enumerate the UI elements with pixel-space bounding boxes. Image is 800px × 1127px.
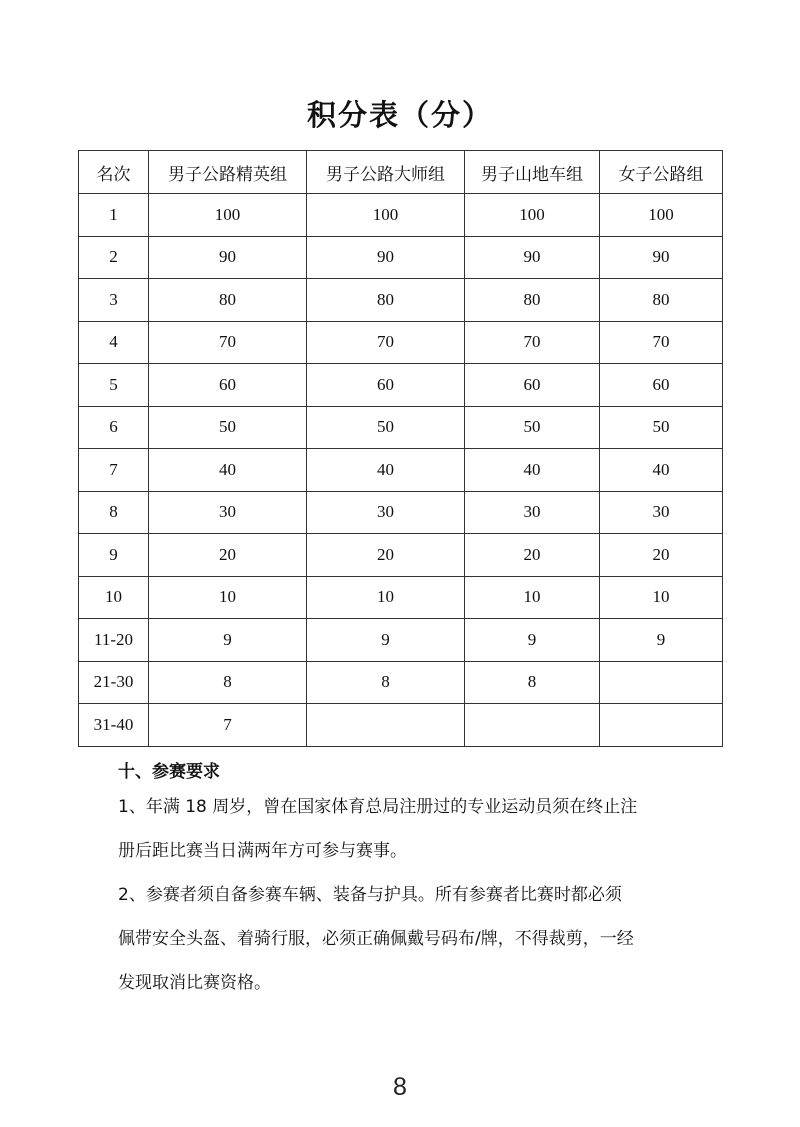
table-row <box>79 236 723 279</box>
score-cell: 60 <box>600 364 723 407</box>
score-cell: 60 <box>465 364 600 407</box>
score-cell: 20 <box>465 534 600 577</box>
score-cell: 90 <box>600 236 723 279</box>
score-cell <box>600 704 723 747</box>
paragraph-line: 2、参赛者须自备参赛车辆、装备与护具。所有参赛者比赛时都必须 <box>118 885 622 905</box>
rank-cell: 9 <box>79 534 149 577</box>
section-heading: 十、参赛要求 <box>118 762 220 782</box>
rank-cell: 10 <box>79 576 149 619</box>
table-header-row <box>79 151 723 194</box>
score-cell: 10 <box>600 576 723 619</box>
page-number: 8 <box>393 1073 407 1101</box>
score-cell: 60 <box>307 364 465 407</box>
rank-cell: 7 <box>79 449 149 492</box>
score-cell: 50 <box>465 406 600 449</box>
rank-cell: 5 <box>79 364 149 407</box>
score-cell: 40 <box>307 449 465 492</box>
rank-cell: 6 <box>79 406 149 449</box>
score-cell: 40 <box>149 449 307 492</box>
table-row <box>79 491 723 534</box>
rank-cell: 1 <box>79 194 149 237</box>
score-cell <box>307 704 465 747</box>
score-cell: 80 <box>465 279 600 322</box>
table-row <box>79 534 723 577</box>
table-row <box>79 576 723 619</box>
score-cell: 8 <box>465 661 600 704</box>
score-cell: 90 <box>307 236 465 279</box>
score-cell: 30 <box>149 491 307 534</box>
score-cell: 40 <box>465 449 600 492</box>
rank-cell: 31-40 <box>79 704 149 747</box>
score-cell: 50 <box>600 406 723 449</box>
score-cell: 30 <box>307 491 465 534</box>
table-row <box>79 406 723 449</box>
score-cell: 8 <box>307 661 465 704</box>
page-title: 积分表（分） <box>306 98 493 132</box>
table-row <box>79 704 723 747</box>
paragraph-2 <box>118 873 718 1005</box>
score-cell: 100 <box>465 194 600 237</box>
table-row <box>79 619 723 662</box>
score-cell: 70 <box>465 321 600 364</box>
rank-cell: 3 <box>79 279 149 322</box>
score-cell: 8 <box>149 661 307 704</box>
score-cell: 20 <box>307 534 465 577</box>
score-cell: 40 <box>600 449 723 492</box>
table-row <box>79 321 723 364</box>
score-cell: 60 <box>149 364 307 407</box>
score-cell: 10 <box>465 576 600 619</box>
score-cell: 7 <box>149 704 307 747</box>
score-cell: 80 <box>307 279 465 322</box>
score-cell: 90 <box>465 236 600 279</box>
score-cell: 20 <box>600 534 723 577</box>
score-cell: 80 <box>600 279 723 322</box>
rank-cell: 11-20 <box>79 619 149 662</box>
header-rank: 名次 <box>79 151 149 194</box>
paragraph-line: 册后距比赛当日满两年方可参与赛事。 <box>118 841 407 861</box>
score-cell: 20 <box>149 534 307 577</box>
score-cell <box>600 661 723 704</box>
table-row <box>79 449 723 492</box>
header-men-mtb: 男子山地车组 <box>465 151 600 194</box>
table-row <box>79 279 723 322</box>
header-men-road-master: 男子公路大师组 <box>307 151 465 194</box>
score-cell: 100 <box>307 194 465 237</box>
score-cell: 50 <box>307 406 465 449</box>
score-cell: 100 <box>149 194 307 237</box>
score-cell: 9 <box>465 619 600 662</box>
score-cell: 100 <box>600 194 723 237</box>
header-men-road-elite: 男子公路精英组 <box>149 151 307 194</box>
score-cell: 30 <box>600 491 723 534</box>
score-cell: 10 <box>149 576 307 619</box>
score-cell: 9 <box>307 619 465 662</box>
points-table <box>78 150 723 747</box>
paragraph-1 <box>118 785 718 873</box>
score-cell: 9 <box>600 619 723 662</box>
paragraph-line: 佩带安全头盔、着骑行服，必须正确佩戴号码布/牌，不得裁剪，一经 <box>118 929 634 949</box>
score-cell: 50 <box>149 406 307 449</box>
score-cell: 10 <box>307 576 465 619</box>
score-cell: 70 <box>149 321 307 364</box>
rank-cell: 2 <box>79 236 149 279</box>
paragraph-line: 1、年满 18 周岁，曾在国家体育总局注册过的专业运动员须在终止注 <box>118 797 638 817</box>
score-cell: 70 <box>600 321 723 364</box>
rank-cell: 4 <box>79 321 149 364</box>
score-cell: 30 <box>465 491 600 534</box>
score-cell: 80 <box>149 279 307 322</box>
header-women-road: 女子公路组 <box>600 151 723 194</box>
table-row <box>79 661 723 704</box>
score-cell: 90 <box>149 236 307 279</box>
table-row <box>79 194 723 237</box>
score-cell <box>465 704 600 747</box>
rank-cell: 21-30 <box>79 661 149 704</box>
rank-cell: 8 <box>79 491 149 534</box>
table-row <box>79 364 723 407</box>
paragraph-line: 发现取消比赛资格。 <box>118 973 271 993</box>
score-cell: 70 <box>307 321 465 364</box>
score-cell: 9 <box>149 619 307 662</box>
